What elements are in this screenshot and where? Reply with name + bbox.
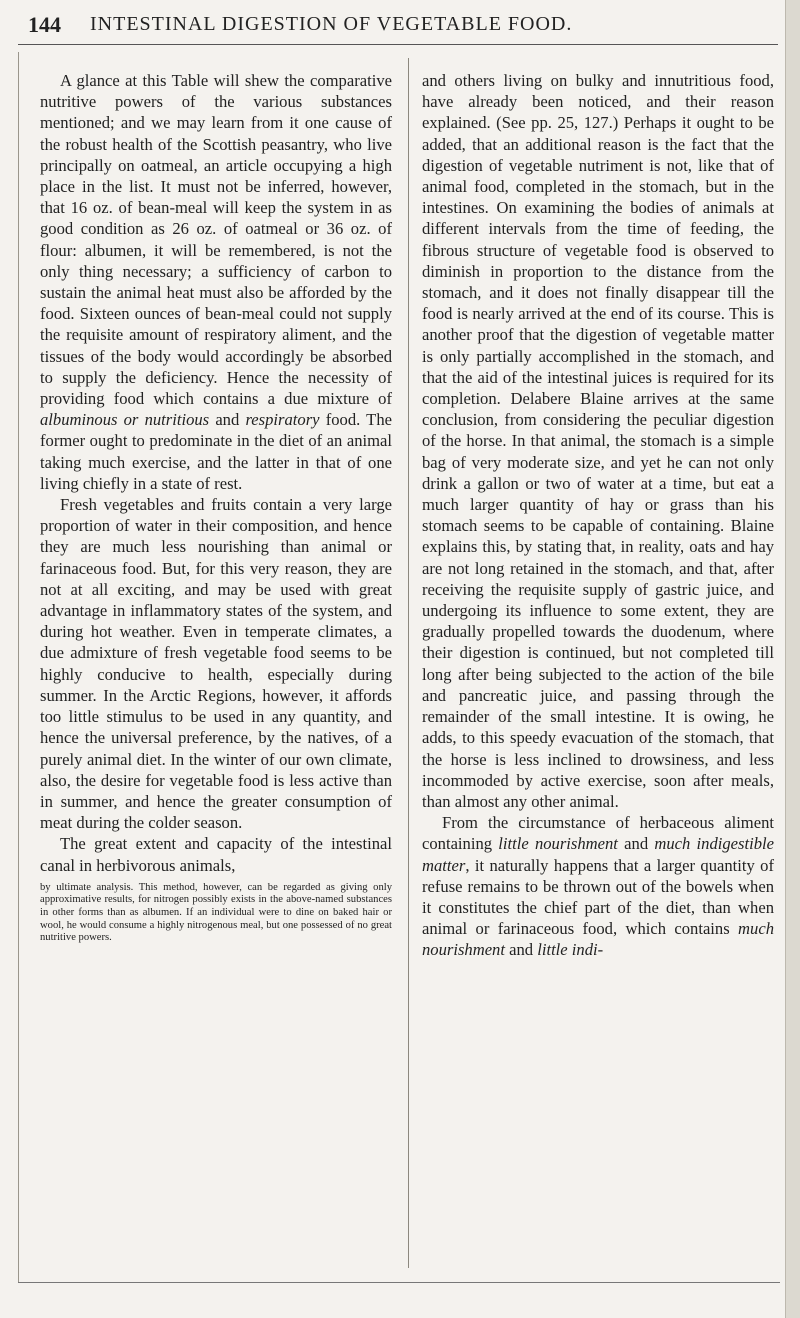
page-spine-edge (785, 0, 800, 1318)
running-title: INTESTINAL DIGESTION OF VEGETABLE FOOD. (90, 13, 573, 35)
left-column (40, 70, 392, 945)
column-divider (408, 58, 409, 1268)
running-header (22, 0, 782, 44)
paragraph: Fresh vegetables and fruits contain a very large proportion of water in their composition, and hence they are much less nourishing than animal or farinaceous food. But, for this very reason, they are not at all exciting, and may be used with great advantage in inflammatory states of the system, and during hot weather. Even in temperate climates, a due admixture of fresh vegetable food seems to be highly conducive to health, especially during summer. In the Arctic Regions, however, it affords too little stimulus to be used in any quantity, and hence the universal preference, by the natives, of a purely animal diet. In the winter of our own climate, also, the desire for vegetable food is less active than in summer, and hence the greater consumption of meat during the colder season. (40, 495, 392, 833)
footnote: by ultimate analysis. This method, however, can be regarded as giving only approximative results, for nitrogen possibly exists in the above-named substances in other forms than as albumen. If an individual were to dine on baked hair or wool, he would consume a highly nitrogenous meal, but one possessed of no great nutritive powers. (40, 881, 392, 944)
header-rule (18, 44, 778, 45)
paragraph: and others living on bulky and innutritious food, have already been noticed, and their reason explained. (See pp. 25, 127.) Perhaps it ought to be added, that an additional reason is the fact that the digestion of vegetable nutriment is not, like that of animal food, completed in the stomach, but in the intestines. On examining the bodies of animals at different intervals from the time of feeding, the fibrous structure of vegetable food is observed to diminish in proportion to the distance from the stomach, and it does not finally disappear till the food is nearly arrived at the end of its course. This is another proof that the digestion of vegetable matter is only partially accomplished in the stomach, and that the aid of the intestinal juices is required for its completion. Delabere Blaine arrives at the same conclusion, from considering the peculiar digestion of the horse. In that animal, the stomach is a simple bag of very moderate size, and yet he can not only drink a gallon or two of water at a time, but eat a much larger quantity of hay or grass than his stomach seems to be capable of containing. Blaine explains this, by stating that, in reality, oats and hay are not long retained in the stomach, and that, after receiving the requisite supply of gastric juice, and undergoing its influence to some extent, they are gradually propelled towards the duodenum, where their digestion is continued, but not completed till long after being subjected to the action of the bile and pancreatic juice, and passing through the remainder of the small intestine. It is owing, he adds, to this speedy evacuation of the stomach, that the horse is less inclined to drowsiness, and less incommoded by active exercise, soon after meals, than almost any other animal. (422, 71, 774, 811)
paragraph: A glance at this Table will shew the comparative nutritive powers of the various substances mentioned; and we may learn from it one cause of the robust health of the Scottish peasantry, who live principally on oatmeal, an article occupying a high place in the list. It must not be inferred, however, that 16 oz. of bean-meal will keep the system in as good condition as 26 oz. of oatmeal or 36 oz. of flour: albumen, it will be remembered, is not the only thing necessary; a sufficiency of carbon to sustain the animal heat must also be afforded by the food. Sixteen ounces of bean-meal could not supply the requisite amount of respiratory aliment, and the tissues of the body would accordingly be absorbed to supply the deficiency. Hence the necessity of providing food which contains a due mixture of albuminous or nutritious and respiratory food. The former ought to predominate in the diet of an animal taking much exercise, and the latter in that of one living chiefly in a state of rest. (40, 71, 392, 493)
paragraph: The great extent and capacity of the intestinal canal in herbivorous animals, (40, 834, 392, 875)
page-number: 144 (28, 12, 61, 37)
paragraph: From the circumstance of herbaceous aliment containing little nourishment and much indigestible matter, it naturally happens that a larger quantity of refuse remains to be thrown out of the bowels when it constitutes the chief part of the diet, than when animal or farinaceous food, which contains much nourishment and little indi- (422, 813, 774, 960)
page-bottom-rule (18, 1282, 780, 1283)
page-left-edge-line (18, 52, 19, 1282)
right-column (422, 70, 774, 961)
